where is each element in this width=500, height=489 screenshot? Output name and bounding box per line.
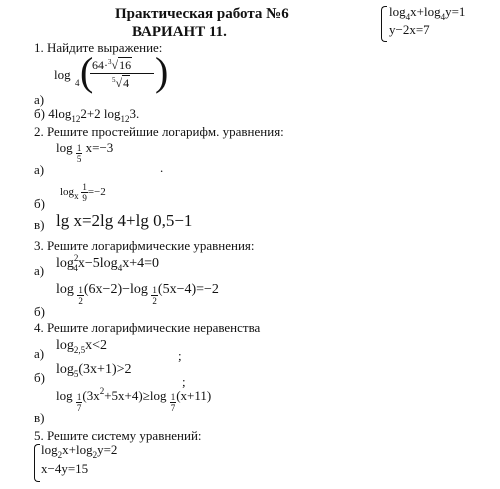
task5-system-brace xyxy=(34,444,40,482)
task1-a-label: а) xyxy=(34,92,45,107)
task5-heading: 5. Решите систему уравнений: xyxy=(34,428,202,443)
task4-c-expression: log $\frac{1}{7}$ $(3x^2+5x+4)\ge\log$ $\frac{1}{7}$ (x+11) xyxy=(56,386,212,413)
task5-eq2: x−4y=15 xyxy=(41,461,89,476)
task2-heading: 2. Решите простейшие логарифм. уравнения: xyxy=(34,124,284,139)
task4-a-expression: $\log_{2,5}x<2$ xyxy=(56,338,108,355)
task1-b-expression: б) $4\log_{12}2+2$ $\log_{12}3$. xyxy=(34,106,140,124)
task2-b-expression: $\log_x$ $\frac{1}{9}$ =−2 xyxy=(60,182,106,203)
task4-b-semicolon: ; xyxy=(182,374,186,389)
task2-c-label: в) xyxy=(34,217,45,232)
top-system-eq2: y−2x=7 xyxy=(389,22,430,37)
task2-b-label: б) xyxy=(34,196,45,211)
task2-a-label: а) xyxy=(34,162,45,177)
task4-b-expression: $\log_5(3x+1)>2$ xyxy=(56,362,132,379)
task4-a-semicolon: ; xyxy=(178,348,182,363)
task3-b-label: б) xyxy=(34,304,45,319)
worksheet-title: Практическая работа №6 xyxy=(115,6,289,22)
task2-a-expression: log $\frac{1}{5}$ x=−3 xyxy=(56,140,114,164)
system-brace xyxy=(381,6,387,42)
task3-a-label: а) xyxy=(34,263,45,278)
task5-eq1: $\log_2x+\log_2y=2$ xyxy=(41,442,118,460)
task2-a-dot: . xyxy=(160,160,164,175)
task3-heading: 3. Решите логарифмические уравнения: xyxy=(34,238,255,253)
variant-label: ВАРИАНТ 11. xyxy=(132,24,227,40)
task4-heading: 4. Решите логарифмические неравенства xyxy=(34,320,261,335)
worksheet-page: Практическая работа №6 ВАРИАНТ 11. $\log_4x+\log_4y=1$ y−2x=7 1. Найдите выражение: log 4 ( 64·$^3$√16 $^5$√4 ) а) б) $4\log_{12}2+2$ $\log_{12}3$. 2. Решите простейшие логарифм. уравнения: log $\frac{1}{5}$ x=−3 а) . $\log_x$ $\frac{1}{9}$ =−2 б) в) lg x=2lg 4+lg 0,5−1 3. Решите логарифмические уравнения: а) $\log^2_4x-5\log_4x+4=0$ log $\frac{1}{2}$ (6x−2)−log $\frac{1}{2}$ (5x−4)=−2 б) 4. Решите логарифмические неравенства а) $\log_{2,5}x<2$ ; б) $\log_5(3x+1)>2$ ; log $\frac{1}{7}$ $(3x^2+5x+4)\ge\log$ $\frac{1}{7}$ (x+11) в) 5. Решите систему уравнений: $\log_2x+\log_2y=2$ x−4y=15 xyxy=(0,0,500,489)
task4-c-label: в) xyxy=(34,410,45,425)
task4-a-label: а) xyxy=(34,346,45,361)
top-system-eq1: $\log_4x+\log_4y=1$ xyxy=(389,4,466,22)
task4-b-label: б) xyxy=(34,370,45,385)
task3-b-expression: log $\frac{1}{2}$ (6x−2)−log $\frac{1}{2}$ (5x−4)=−2 xyxy=(56,282,219,306)
task2-c-expression: lg x=2lg 4+lg 0,5−1 xyxy=(56,211,193,230)
task1-heading: 1. Найдите выражение: xyxy=(34,40,163,55)
task3-a-expression: $\log^2_4x-5\log_4x+4=0$ xyxy=(56,253,159,273)
